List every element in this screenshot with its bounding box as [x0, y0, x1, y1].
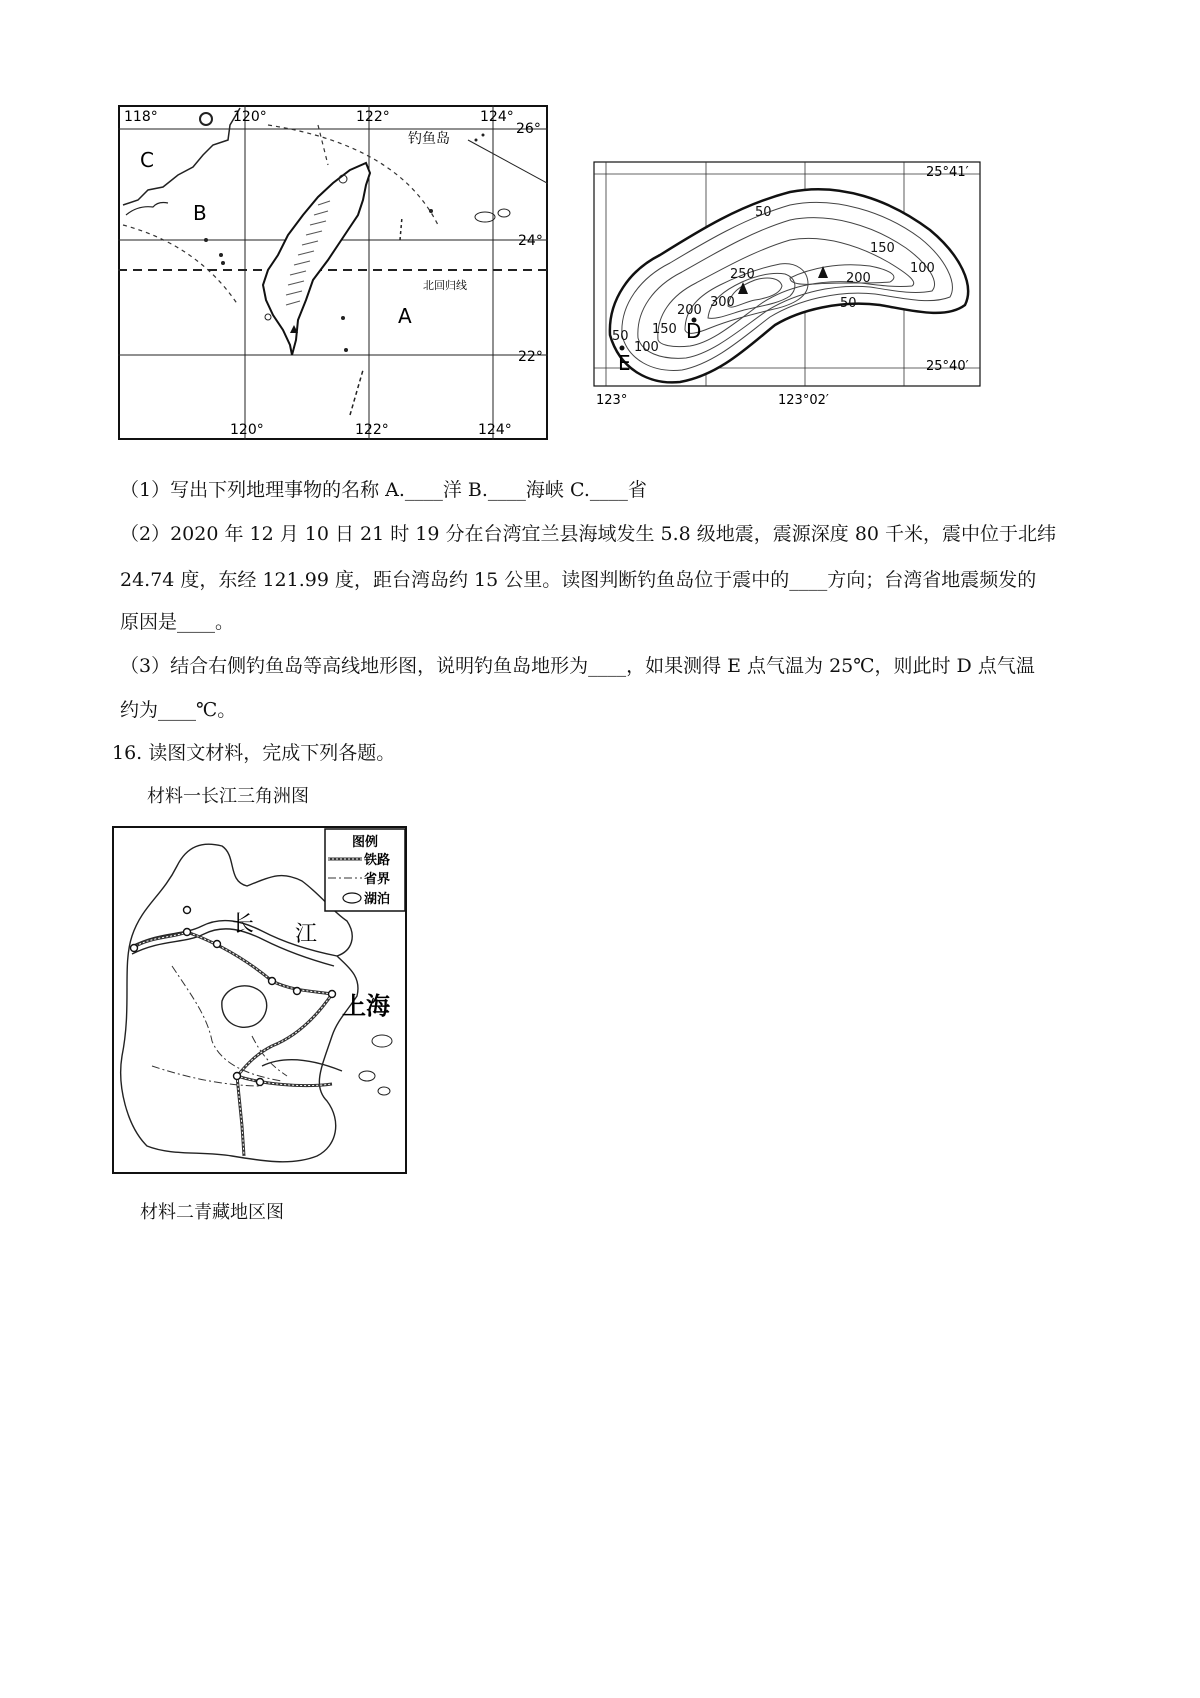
lat-label-25-41: 25°41′: [926, 165, 969, 180]
contour-label-150-west: 150: [652, 322, 677, 337]
legend-province-label: 省界: [364, 872, 391, 887]
contour-label-100-east: 100: [910, 261, 935, 276]
lon-label-124-bottom: 124°: [478, 422, 512, 438]
lon-label-122-top: 122°: [356, 109, 390, 125]
contour-label-250: 250: [730, 267, 755, 282]
lon-label-120-bottom: 120°: [230, 422, 264, 438]
lat-label-24: 24°: [518, 233, 543, 249]
question-2-line-2: 24.74 度，东经 121.99 度，距台湾岛约 15 公里。读图判断钓鱼岛位于震中的____方向；台湾省地震频发的: [120, 569, 1037, 591]
question-2-line-3: 原因是____。: [120, 611, 235, 633]
question-3-line-1: （3）结合右侧钓鱼岛等高线地形图，说明钓鱼岛地形为____，如果测得 E 点气温为 25℃，则此时 D 点气温: [120, 655, 1035, 677]
contour-label-200-east: 200: [846, 271, 871, 286]
material-1-caption: 材料一长江三角洲图: [147, 786, 309, 807]
legend-railway-label: 铁路: [364, 853, 391, 868]
label-b: B: [193, 201, 207, 225]
diaoyu-contour-map: [590, 160, 1030, 410]
yangtze-label-jiang: 江: [295, 922, 318, 947]
contour-label-200-west: 200: [677, 303, 702, 318]
contour-label-300: 300: [710, 295, 735, 310]
lon-label-123-02: 123°02′: [778, 393, 829, 408]
point-d-label: D: [686, 319, 702, 343]
contour-label-50-east: 50: [840, 296, 857, 311]
lon-label-118: 118°: [124, 109, 158, 125]
lat-label-22: 22°: [518, 349, 543, 365]
shanghai-label: 上海: [342, 992, 390, 1020]
contour-label-150-east: 150: [870, 241, 895, 256]
taiwan-region-map: [118, 105, 548, 440]
yangtze-label-chang: 长: [232, 912, 255, 937]
legend-title: 图例: [352, 835, 379, 850]
legend-lake-label: 湖泊: [364, 892, 391, 907]
question-1: （1）写出下列地理事物的名称 A.____洋 B.____海峡 C.____省: [120, 479, 647, 501]
lat-label-26: 26°: [516, 121, 541, 137]
question-2-line-1: （2）2020 年 12 月 10 日 21 时 19 分在台湾宜兰县海域发生 5.8 级地震，震源深度 80 千米，震中位于北纬: [120, 523, 1057, 545]
point-e-label: E: [618, 351, 631, 375]
yangtze-delta-map: [112, 826, 407, 1174]
contour-label-100-west: 100: [634, 340, 659, 355]
lon-label-120-top: 120°: [233, 109, 267, 125]
label-a: A: [398, 304, 412, 328]
contour-label-50-top: 50: [755, 205, 772, 220]
diaoyu-island-label: 钓鱼岛: [408, 131, 450, 147]
lon-label-122-bottom: 122°: [355, 422, 389, 438]
lat-label-25-40: 25°40′: [926, 359, 969, 374]
lon-label-123: 123°: [596, 393, 628, 408]
question-16: 16. 读图文材料，完成下列各题。: [112, 742, 396, 764]
material-2-caption: 材料二青藏地区图: [140, 1202, 284, 1223]
contour-label-50-west: 50: [612, 329, 629, 344]
label-c: C: [140, 148, 154, 172]
tropic-of-cancer-label: 北回归线: [423, 279, 467, 292]
lon-label-124-top: 124°: [480, 109, 514, 125]
question-3-line-2: 约为____℃。: [120, 699, 237, 721]
